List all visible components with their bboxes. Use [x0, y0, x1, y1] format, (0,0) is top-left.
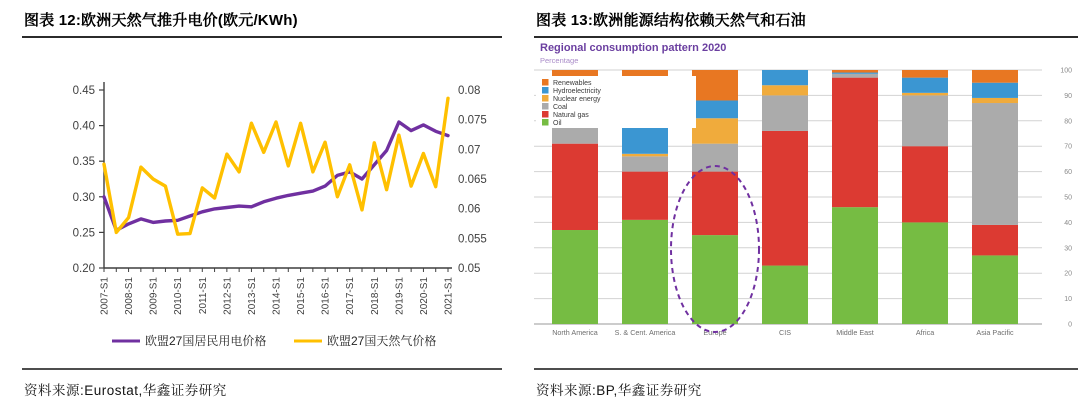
bar-category-label: Asia Pacific	[976, 328, 1014, 337]
svg-text:Nuclear energy: Nuclear energy	[553, 95, 601, 103]
bar-segment	[902, 146, 948, 222]
svg-text:0.075: 0.075	[458, 114, 487, 127]
bar-chart-svg	[534, 38, 1078, 350]
bar-segment	[832, 78, 878, 208]
svg-text:60: 60	[1064, 169, 1072, 177]
svg-text:70: 70	[1064, 143, 1072, 151]
svg-text:Renewables: Renewables	[553, 79, 592, 87]
bar-category-label: Africa	[915, 328, 935, 337]
bar-segment	[832, 207, 878, 324]
bar-segment	[972, 103, 1018, 225]
bar-segment	[692, 70, 738, 100]
bar-segment	[762, 266, 808, 324]
svg-text:0.08: 0.08	[458, 85, 481, 97]
bar-chart-title: Regional consumption pattern 2020	[540, 42, 727, 54]
bar-segment	[902, 95, 948, 146]
svg-text:0.25: 0.25	[72, 227, 95, 240]
svg-text:30: 30	[1064, 245, 1072, 253]
line-chart-svg	[22, 38, 502, 362]
bar-category-label: S. & Cent. America	[614, 328, 676, 337]
svg-text:2009-S1: 2009-S1	[148, 277, 160, 315]
svg-text:Natural gas: Natural gas	[553, 111, 589, 119]
bar-segment	[972, 83, 1018, 98]
bar-segment	[902, 78, 948, 93]
svg-text:40: 40	[1064, 219, 1072, 227]
svg-text:2008-S1: 2008-S1	[124, 277, 136, 315]
series-line	[104, 98, 448, 234]
svg-text:10: 10	[1064, 296, 1072, 304]
svg-text:Oil: Oil	[553, 119, 562, 127]
svg-text:0: 0	[1068, 321, 1072, 329]
bar-segment	[692, 235, 738, 324]
bar-segment	[902, 70, 948, 78]
bar-segment	[762, 70, 808, 85]
bar-segment	[622, 220, 668, 324]
svg-text:0.065: 0.065	[458, 174, 487, 186]
bar-category-label: Middle East	[836, 328, 874, 337]
svg-text:0.07: 0.07	[458, 144, 481, 157]
bar-segment	[832, 74, 878, 78]
figure-12-title: 图表 12:欧洲天然气推升电价(欧元/KWh)	[22, 6, 502, 38]
svg-text:2013-S1: 2013-S1	[246, 277, 258, 315]
legend-item	[294, 333, 436, 348]
bar-segment	[972, 255, 1018, 324]
svg-text:0.055: 0.055	[458, 233, 487, 246]
bar-segment	[622, 154, 668, 157]
bar-category-label: CIS	[779, 328, 791, 337]
bar-segment	[552, 144, 598, 230]
svg-text:80: 80	[1064, 118, 1072, 126]
figure-12-source: 资料来源:Eurostat,华鑫证券研究	[22, 368, 502, 399]
svg-text:2019-S1: 2019-S1	[394, 277, 406, 315]
legend-item	[112, 333, 266, 348]
bar-segment	[762, 131, 808, 266]
figure-13-title: 图表 13:欧洲能源结构依赖天然气和石油	[534, 6, 1078, 38]
svg-text:0.06: 0.06	[458, 203, 481, 216]
svg-text:欧盟27国天然气价格: 欧盟27国天然气价格	[327, 334, 437, 348]
svg-text:2018-S1: 2018-S1	[369, 277, 381, 315]
bar-segment	[762, 95, 808, 131]
svg-text:2014-S1: 2014-S1	[271, 277, 283, 315]
bar-segment	[692, 172, 738, 236]
bar-segment	[692, 118, 738, 143]
bar-segment	[832, 70, 878, 73]
bar-segment	[902, 222, 948, 324]
bar-segment	[902, 93, 948, 96]
bar-chart-subtitle: Percentage	[540, 56, 579, 65]
bar-segment	[552, 230, 598, 324]
svg-text:0.20: 0.20	[72, 263, 95, 275]
bar-segment	[622, 156, 668, 171]
figure-13-source: 资料来源:BP,华鑫证券研究	[534, 368, 1078, 399]
svg-text:2007-S1: 2007-S1	[99, 277, 111, 315]
bar-category-label: North America	[552, 328, 598, 337]
regional-consumption-stacked-bar-chart	[534, 38, 1078, 368]
svg-text:2010-S1: 2010-S1	[173, 277, 185, 315]
svg-text:2021-S1: 2021-S1	[443, 277, 455, 315]
svg-text:Hydroelectricity: Hydroelectricity	[553, 87, 601, 95]
figure-13-panel	[534, 6, 1078, 399]
bar-segment	[622, 172, 668, 220]
bar-segment	[692, 144, 738, 172]
svg-text:2015-S1: 2015-S1	[296, 277, 308, 315]
bar-category-label: Europe	[703, 328, 727, 337]
svg-text:2016-S1: 2016-S1	[320, 277, 332, 315]
bar-segment	[972, 70, 1018, 83]
svg-text:0.40: 0.40	[72, 120, 95, 133]
svg-text:0.30: 0.30	[72, 191, 95, 204]
svg-text:90: 90	[1064, 92, 1072, 100]
svg-text:2020-S1: 2020-S1	[418, 277, 430, 315]
electricity-gas-price-line-chart	[22, 38, 502, 368]
figure-12-panel	[22, 6, 502, 399]
svg-text:2012-S1: 2012-S1	[222, 277, 234, 315]
bar-chart-legend	[536, 76, 696, 128]
svg-text:100: 100	[1060, 67, 1072, 75]
svg-text:欧盟27国居民用电价格: 欧盟27国居民用电价格	[145, 334, 267, 348]
bar-segment	[832, 73, 878, 74]
bar-segment	[692, 100, 738, 118]
svg-text:50: 50	[1064, 194, 1072, 202]
svg-text:0.35: 0.35	[72, 156, 95, 169]
svg-text:2017-S1: 2017-S1	[345, 277, 357, 315]
svg-text:0.45: 0.45	[72, 85, 95, 97]
svg-text:20: 20	[1064, 270, 1072, 278]
bar-segment	[762, 85, 808, 95]
series-line	[104, 122, 448, 230]
svg-text:0.05: 0.05	[458, 263, 481, 275]
svg-text:Coal: Coal	[553, 103, 568, 111]
svg-text:2011-S1: 2011-S1	[197, 277, 209, 315]
bar-segment	[972, 225, 1018, 255]
bar-segment	[972, 98, 1018, 103]
